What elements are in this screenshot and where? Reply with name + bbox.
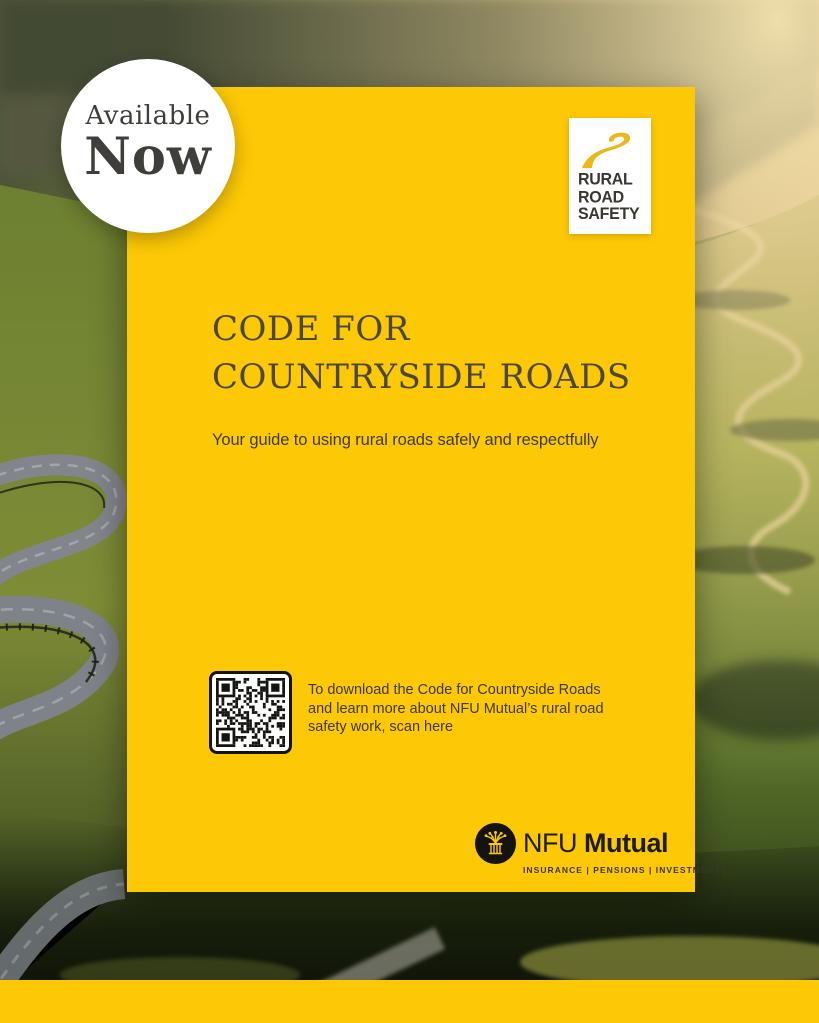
nfu-mutual-logo — [475, 823, 728, 875]
nfu-mutual-wordmark — [523, 828, 668, 859]
qr-caption-line-3: safety work, scan here — [308, 719, 454, 735]
rrs-line-3: SAFETY — [578, 205, 640, 224]
rural-road-safety-wordmark — [578, 172, 651, 224]
brand-tagline: INSURANCE | PENSIONS | INVESTMENTS — [523, 865, 728, 875]
poster-title-line-1: CODE FOR — [212, 309, 410, 349]
qr-caption — [308, 671, 604, 754]
available-now-badge — [61, 59, 235, 233]
qr-code — [209, 671, 292, 754]
winding-road-icon — [580, 130, 638, 168]
qr-section — [209, 671, 604, 754]
poster-subtitle: Your guide to using rural roads safely and respectfully — [212, 431, 599, 449]
qr-code-grid — [216, 678, 285, 747]
rrs-line-2: ROAD — [578, 188, 624, 207]
poster-title-line-2: COUNTRYSIDE ROADS — [212, 357, 631, 397]
code-cover-poster — [127, 87, 728, 892]
wheat-sheaf-icon — [475, 823, 516, 864]
rural-road-safety-logo — [569, 118, 651, 234]
badge-line-2: Now — [84, 127, 212, 187]
qr-caption-line-2: and learn more about NFU Mutual’s rural road — [308, 700, 604, 717]
badge-line-1: Available — [85, 101, 211, 131]
poster-title — [212, 305, 631, 401]
brand-name-regular: NFU — [523, 828, 577, 858]
bottom-brand-bar — [0, 980, 819, 1023]
rrs-line-1: RURAL — [578, 170, 633, 189]
brand-name-bold: Mutual — [584, 828, 669, 858]
qr-caption-line-1: To download the Code for Countryside Roads — [308, 682, 601, 698]
